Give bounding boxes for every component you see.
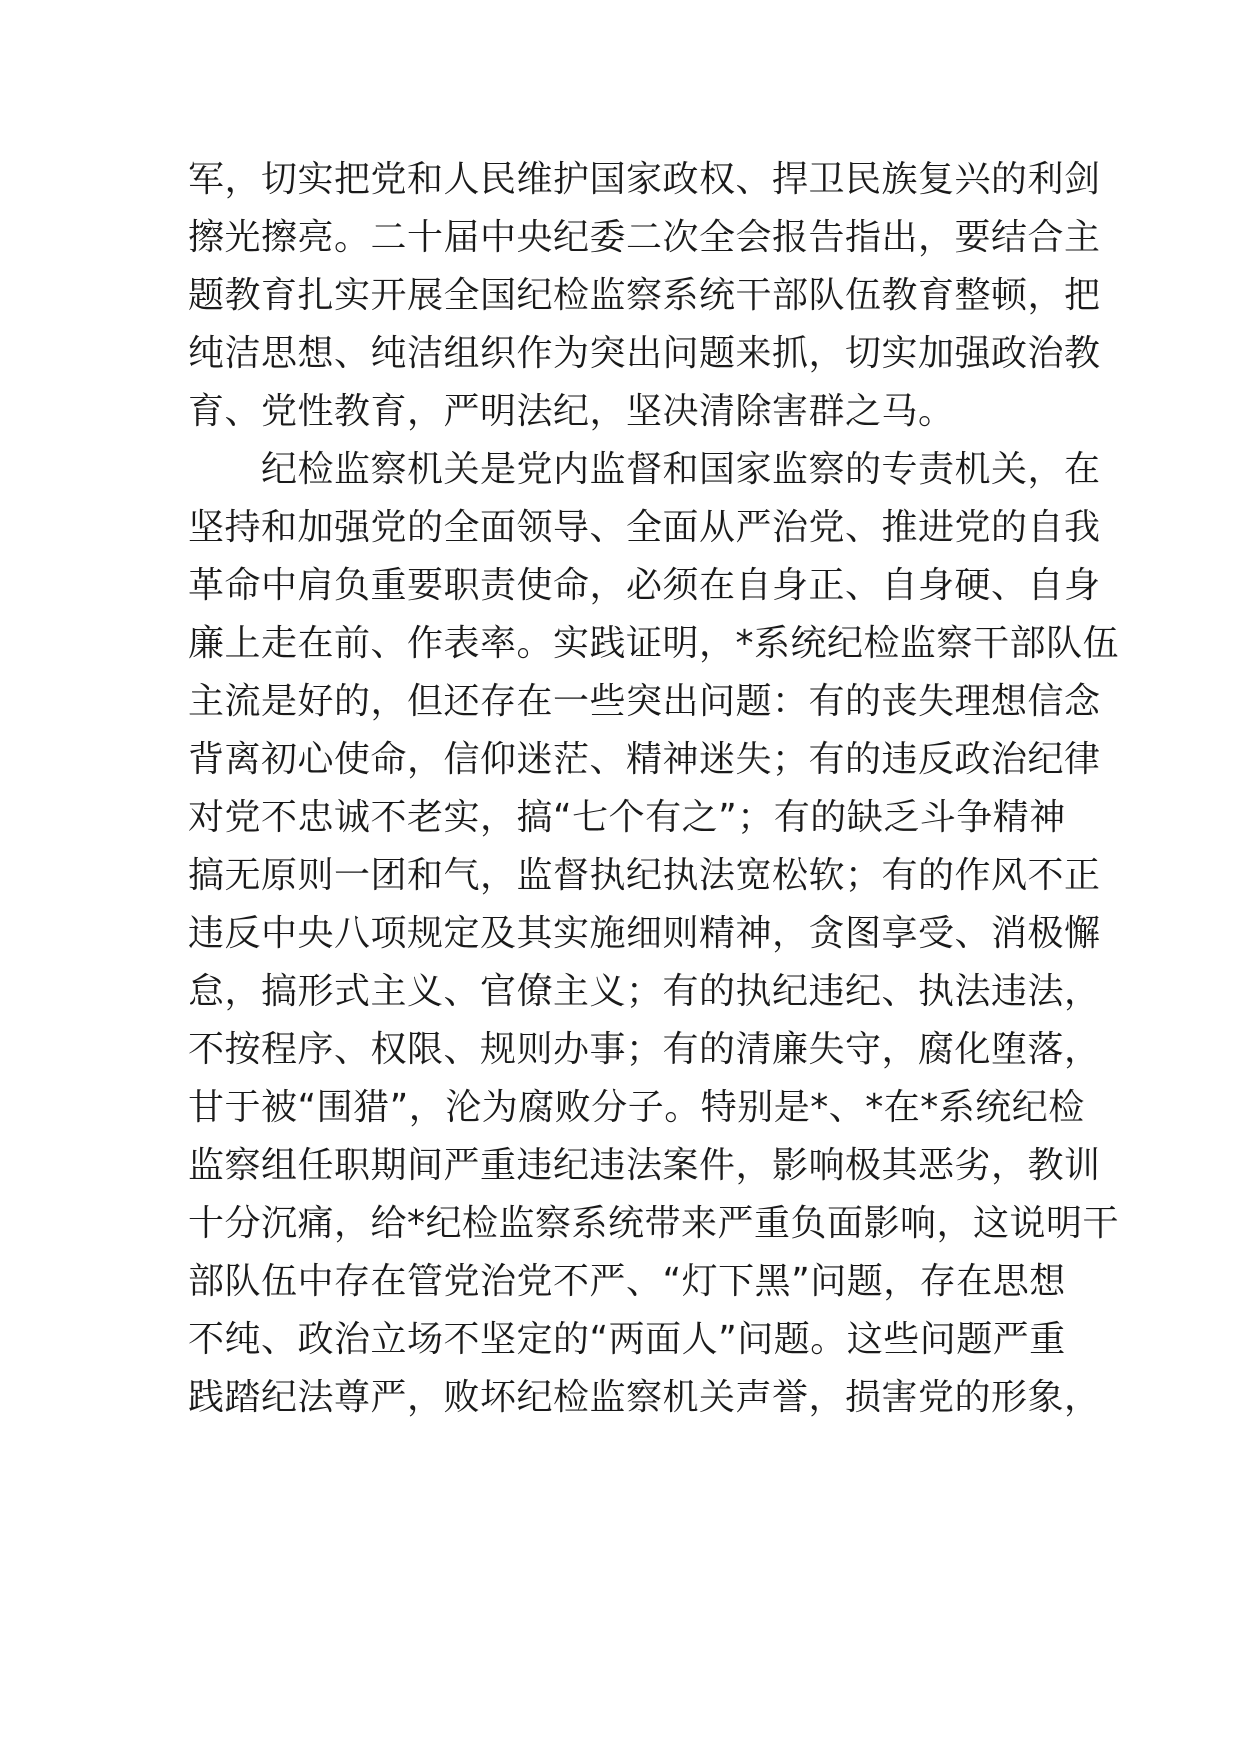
text-line: 军，切实把党和人民维护国家政权、捍卫民族复兴的利剑 — [188, 159, 1101, 200]
text-line: 育、党性教育，严明法纪，坚决清除害群之马。 — [188, 391, 955, 432]
text-line: 十分沉痛，给*纪检监察系统带来严重负面影响，这说明干 — [188, 1203, 1120, 1244]
text-line: 坚持和加强党的全面领导、全面从严治党、推进党的自我 — [188, 507, 1101, 548]
text-line: 甘于被“围猎”，沦为腐败分子。特别是*、*在*系统纪检 — [188, 1087, 1085, 1128]
text-line: 违反中央八项规定及其实施细则精神，贪图享受、消极懈 — [188, 913, 1101, 954]
text-line: 主流是好的，但还存在一些突出问题：有的丧失理想信念 — [188, 681, 1101, 722]
text-line: 擦光擦亮。二十届中央纪委二次全会报告指出，要结合主 — [188, 217, 1101, 258]
text-line: 题教育扎实开展全国纪检监察系统干部队伍教育整顿，把 — [188, 275, 1101, 316]
text-line: 怠，搞形式主义、官僚主义；有的执纪违纪、执法违法， — [188, 971, 1101, 1012]
text-line: 搞无原则一团和气，监督执纪执法宽松软；有的作风不正 — [188, 855, 1101, 896]
text-line: 不纯、政治立场不坚定的“两面人”问题。这些问题严重 — [188, 1319, 1066, 1360]
text-line: 不按程序、权限、规则办事；有的清廉失守，腐化堕落， — [188, 1029, 1101, 1070]
text-line: 践踏纪法尊严，败坏纪检监察机关声誉，损害党的形象， — [188, 1377, 1101, 1418]
text-line: 纪检监察机关是党内监督和国家监察的专责机关，在 — [188, 449, 1101, 490]
text-line: 廉上走在前、作表率。实践证明，*系统纪检监察干部队伍 — [188, 623, 1120, 664]
text-line: 背离初心使命，信仰迷茫、精神迷失；有的违反政治纪律 — [188, 739, 1101, 780]
text-line: 部队伍中存在管党治党不严、“灯下黑”问题，存在思想 — [188, 1261, 1066, 1302]
text-line: 革命中肩负重要职责使命，必须在自身正、自身硬、自身 — [188, 565, 1101, 606]
text-line: 监察组任职期间严重违纪违法案件，影响极其恶劣，教训 — [188, 1145, 1101, 1186]
text-line: 对党不忠诚不老实，搞“七个有之”；有的缺乏斗争精神 — [188, 797, 1066, 838]
text-line: 纯洁思想、纯洁组织作为突出问题来抓，切实加强政治教 — [188, 333, 1101, 374]
